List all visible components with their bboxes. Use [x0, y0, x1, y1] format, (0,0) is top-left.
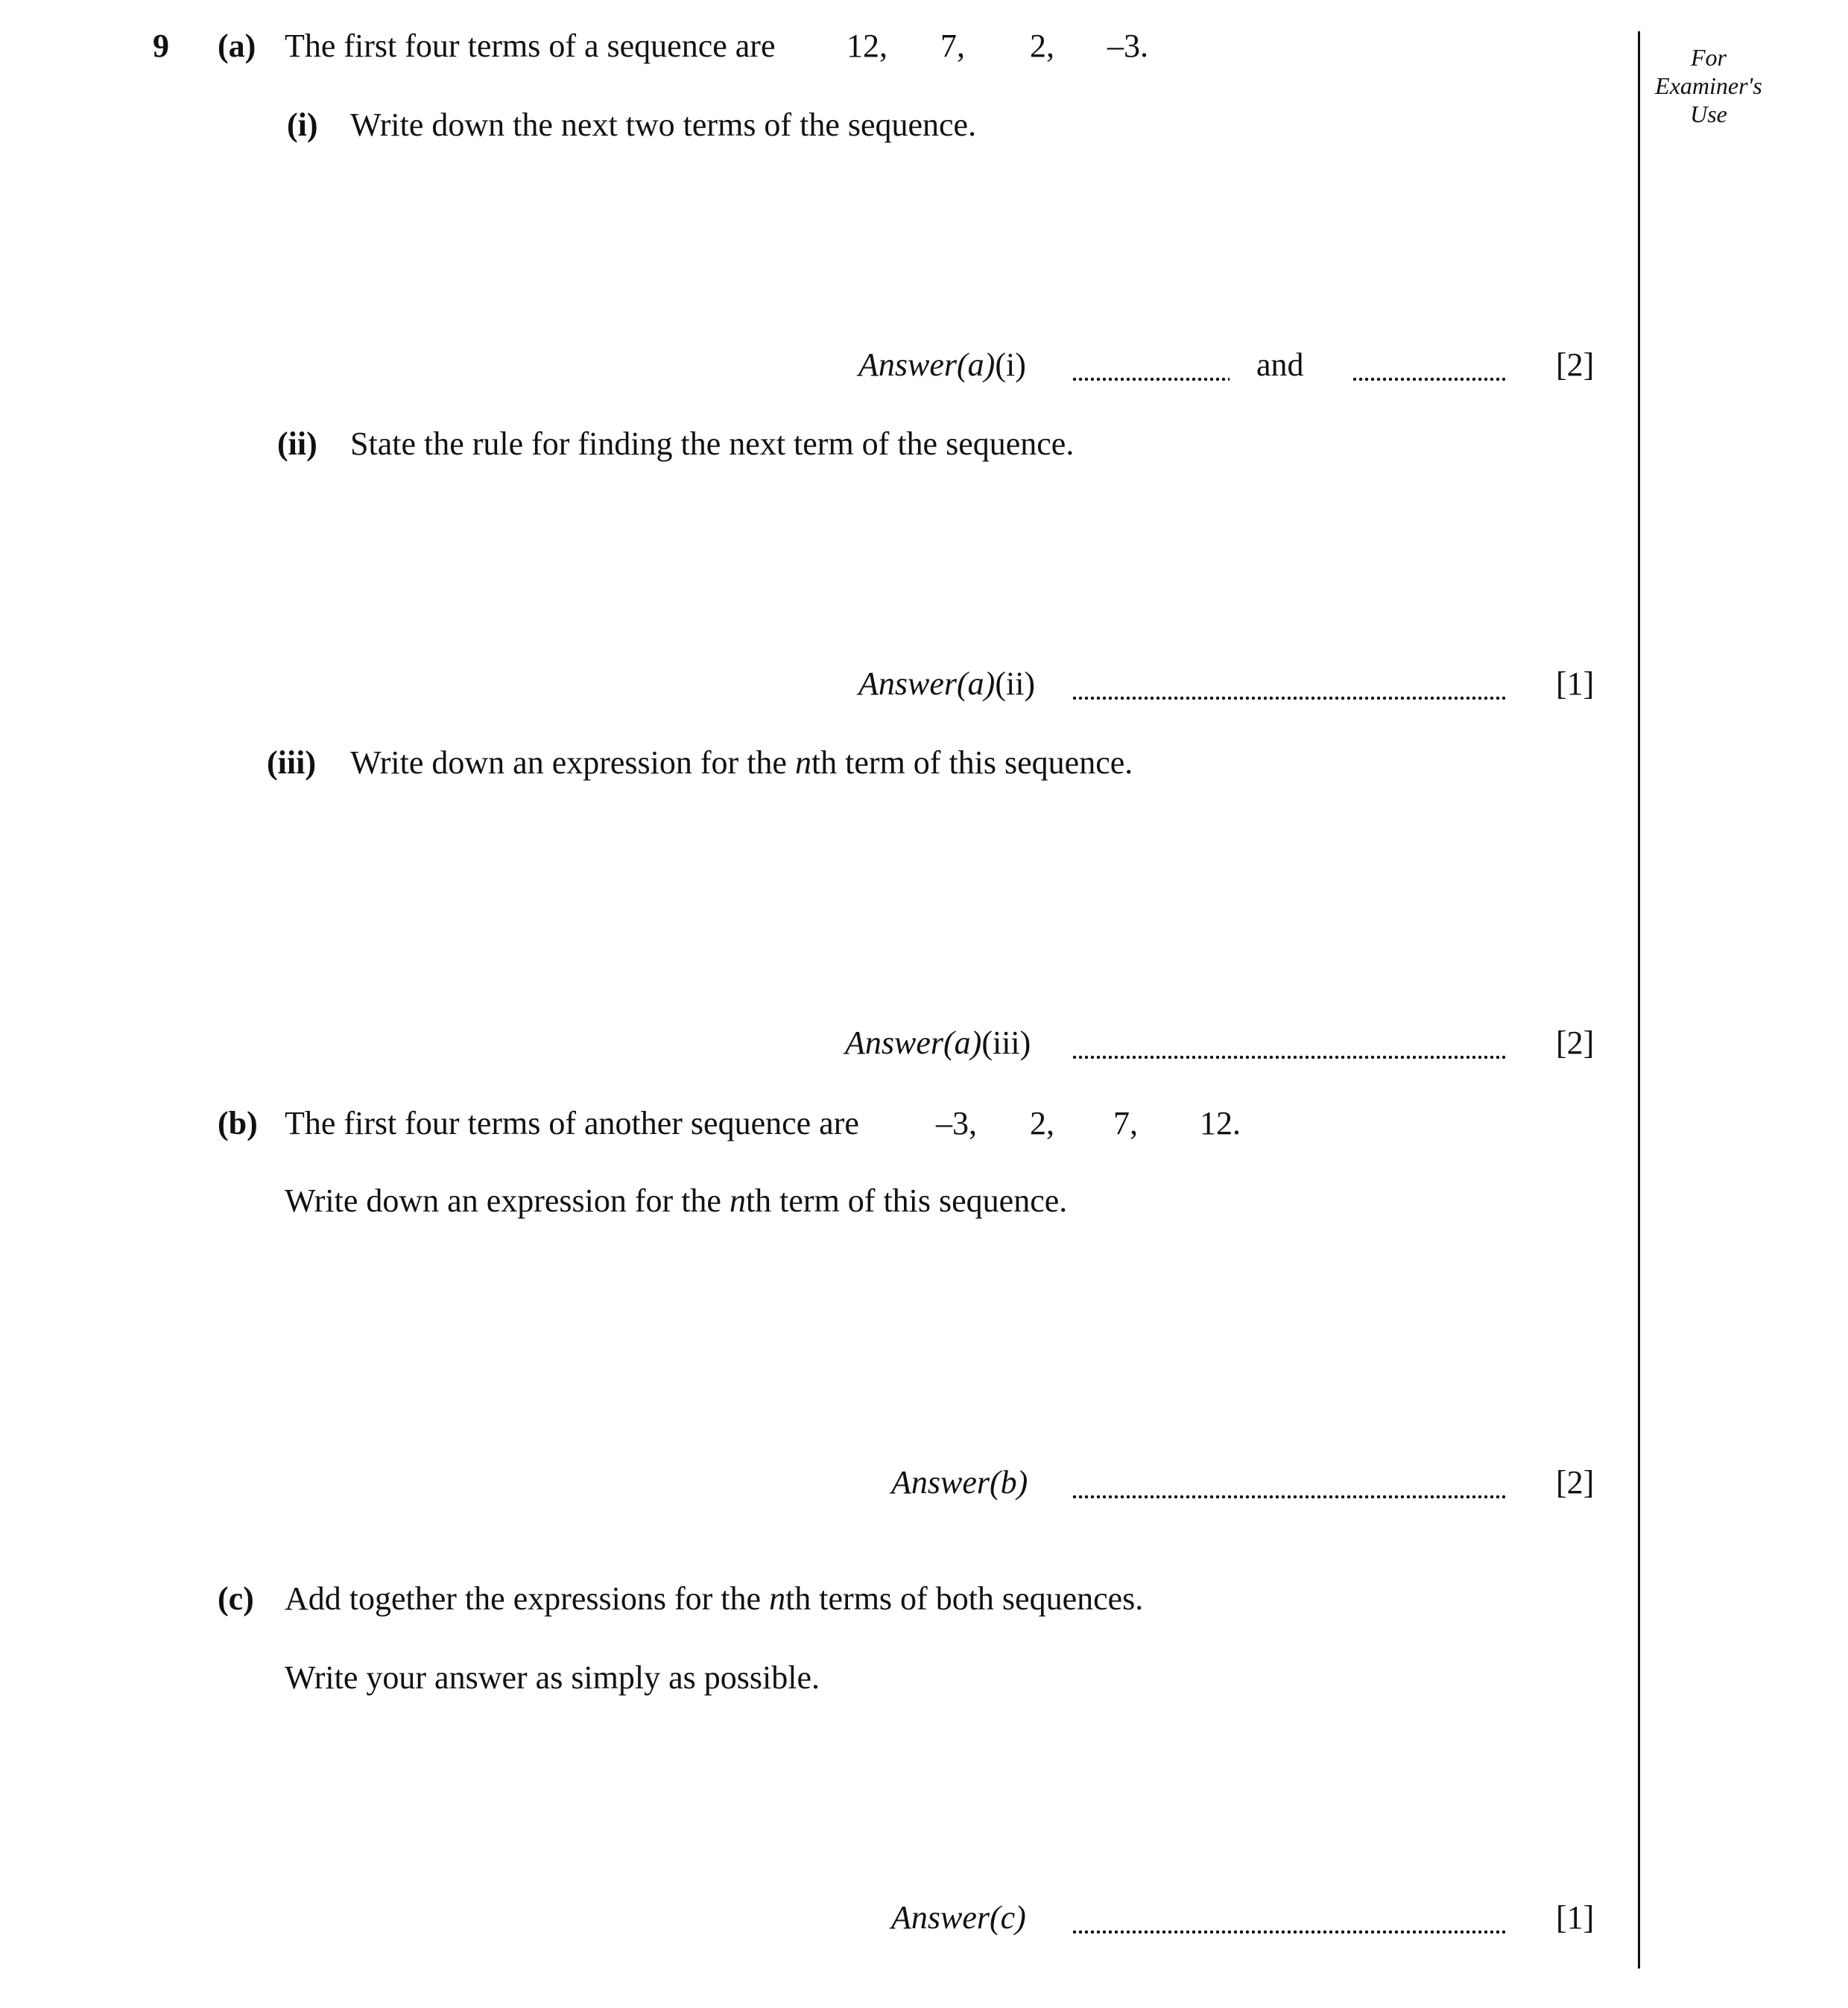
- part-b-term-2: 2,: [1030, 1105, 1054, 1141]
- answer-b-row: [0, 1466, 1639, 1511]
- marks-a-i: [2]: [1556, 346, 1595, 383]
- answer-a-ii-field[interactable]: [1072, 696, 1505, 700]
- part-a-term-2: 7,: [940, 28, 965, 64]
- answer-b-field[interactable]: [1072, 1495, 1505, 1499]
- answer-a-i-and: and: [1256, 346, 1304, 383]
- answer-a-i-label: Answer(a)(i): [858, 346, 1026, 383]
- sub-ii-label: (ii): [277, 425, 317, 462]
- part-a-term-1: 12,: [847, 28, 887, 64]
- answer-a-i-field-2[interactable]: [1352, 377, 1505, 381]
- answer-a-i-row: [0, 346, 1639, 393]
- answer-a-iii-field[interactable]: [1072, 1055, 1505, 1060]
- examiner-margin-rule: [1638, 31, 1640, 1969]
- answer-c-row: [0, 1901, 1639, 1946]
- marks-c: [1]: [1556, 1899, 1595, 1936]
- answer-a-ii-row: [0, 665, 1639, 712]
- sub-i-text: Write down the next two terms of the sequence.: [350, 107, 977, 143]
- part-c-text-2: Write your answer as simply as possible.: [285, 1659, 820, 1696]
- part-b-text: Write down an expression for the nth term of this sequence.: [285, 1182, 1068, 1219]
- answer-c-field[interactable]: [1072, 1930, 1505, 1934]
- examiners-use-label: For Examiner's Use: [1655, 44, 1762, 127]
- answer-a-iii-row: [0, 1024, 1639, 1071]
- part-b-term-3: 7,: [1113, 1105, 1138, 1141]
- marks-a-iii: [2]: [1556, 1024, 1595, 1061]
- part-a-stem: The first four terms of a sequence are: [285, 28, 776, 64]
- answer-a-i-field-1[interactable]: [1072, 377, 1230, 381]
- part-b-stem: The first four terms of another sequence are: [285, 1105, 859, 1141]
- question-number: 9: [153, 28, 169, 64]
- part-b-term-4: 12.: [1200, 1105, 1241, 1141]
- sub-i-label: (i): [287, 107, 318, 143]
- sub-iii-label: (iii): [267, 744, 316, 781]
- part-c-text: Add together the expressions for the nth terms of both sequences.: [285, 1580, 1144, 1617]
- answer-a-ii-label: Answer(a)(ii): [858, 665, 1036, 702]
- answer-c-label: Answer(c): [891, 1899, 1026, 1936]
- part-a-term-3: 2,: [1030, 28, 1054, 64]
- answer-b-label: Answer(b): [891, 1464, 1028, 1501]
- part-c-label: (c): [218, 1580, 254, 1617]
- part-a-term-4: –3.: [1107, 28, 1148, 64]
- sub-ii-text: State the rule for finding the next term of the sequence.: [350, 425, 1075, 462]
- part-b-term-1: –3,: [936, 1105, 977, 1141]
- marks-b: [2]: [1556, 1464, 1595, 1501]
- answer-a-iii-label: Answer(a)(iii): [845, 1024, 1031, 1061]
- part-b-label: (b): [218, 1105, 258, 1141]
- marks-a-ii: [1]: [1556, 665, 1595, 702]
- sub-iii-text: Write down an expression for the nth term of this sequence.: [350, 744, 1133, 781]
- part-a-label: (a): [218, 28, 256, 64]
